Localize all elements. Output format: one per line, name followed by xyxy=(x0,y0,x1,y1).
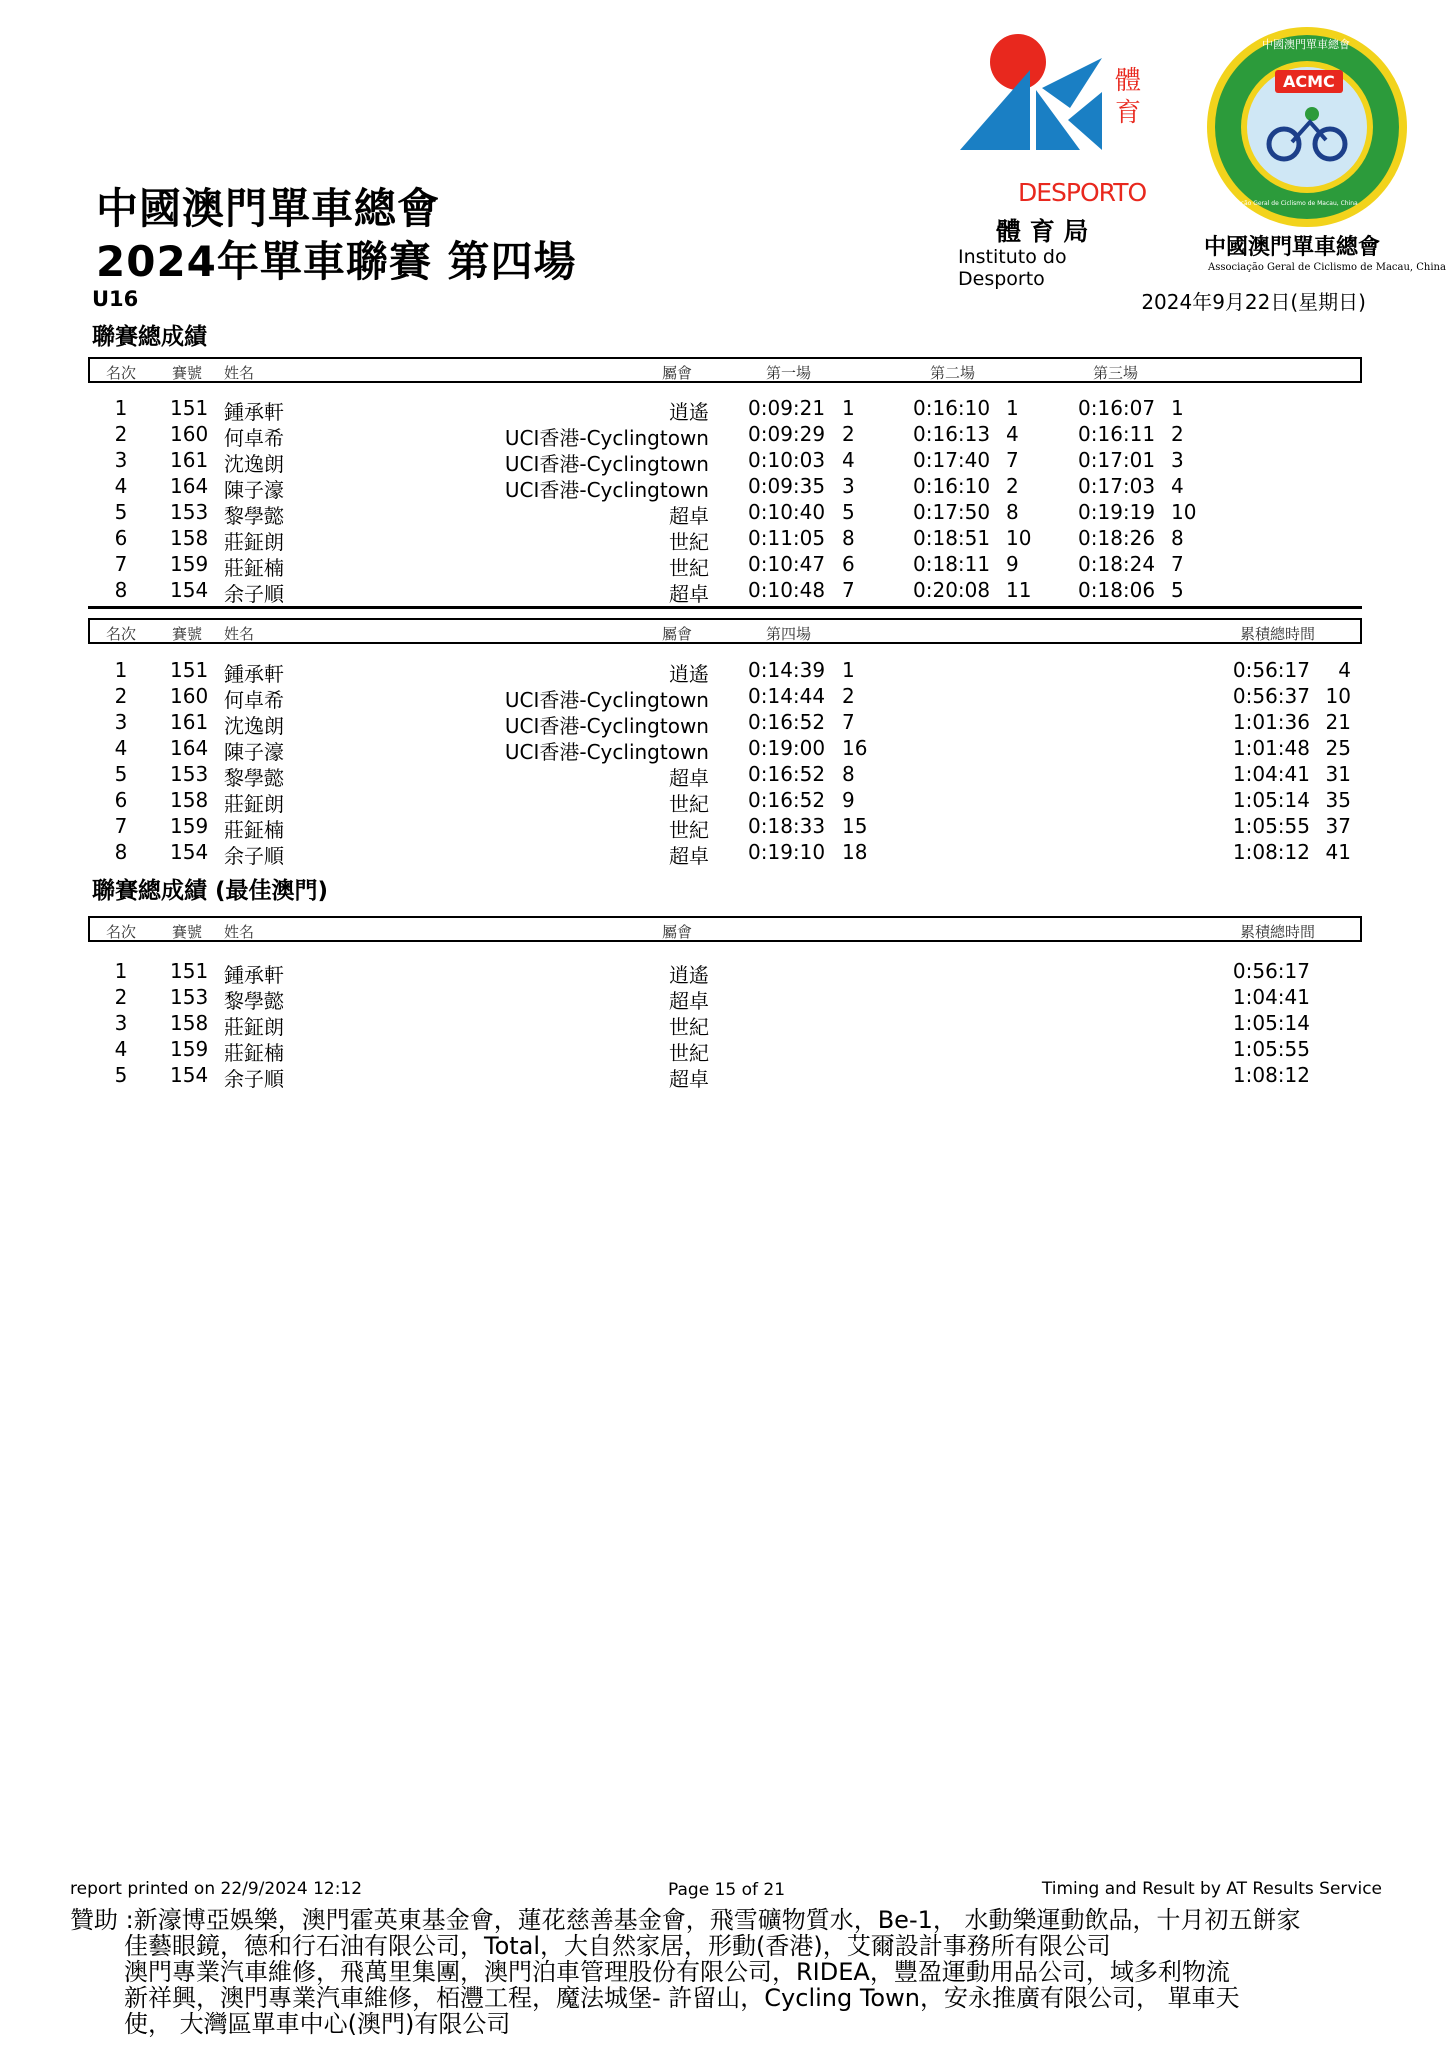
round3-time: 0:16:11 xyxy=(1078,422,1156,446)
desporto-side-2: 育 xyxy=(1115,98,1142,128)
table-row xyxy=(0,448,1448,474)
col-round4: 第四場 xyxy=(766,625,812,643)
table-row xyxy=(0,422,1448,448)
round2-time: 0:18:11 xyxy=(913,552,991,576)
round3-time: 0:17:01 xyxy=(1078,448,1156,472)
page-number: Page 15 of 21 xyxy=(668,1880,786,1900)
name-cell: 何卓希 xyxy=(224,426,284,450)
round2-time: 0:17:50 xyxy=(913,500,991,524)
total-time: 1:04:41 xyxy=(1232,762,1310,786)
table1-header xyxy=(88,357,1362,383)
name-cell: 黎學懿 xyxy=(224,504,284,528)
rank-cell: 1 xyxy=(114,396,128,420)
round1-time: 0:09:29 xyxy=(748,422,826,446)
round2-time: 0:18:51 xyxy=(913,526,991,550)
bib-cell: 153 xyxy=(170,762,209,786)
bib-cell: 154 xyxy=(170,1063,209,1087)
rank-cell: 3 xyxy=(114,710,128,734)
round4-time: 0:19:10 xyxy=(748,840,826,864)
bib-cell: 159 xyxy=(170,814,209,838)
total-points: 41 xyxy=(1325,840,1351,864)
bib-cell: 154 xyxy=(170,840,209,864)
round1-place: 1 xyxy=(842,396,855,420)
round2-place: 10 xyxy=(1006,526,1032,550)
table3-header xyxy=(88,916,1362,942)
name-cell: 余子順 xyxy=(224,844,284,868)
name-cell: 鍾承軒 xyxy=(224,662,284,686)
acmc-badge: ACMC xyxy=(1275,70,1343,93)
club-cell: 超卓 xyxy=(669,989,709,1013)
round4-time: 0:16:52 xyxy=(748,788,826,812)
bib-cell: 151 xyxy=(170,658,209,682)
total-points: 35 xyxy=(1325,788,1351,812)
round1-time: 0:09:35 xyxy=(748,474,826,498)
club-cell: 超卓 xyxy=(669,1067,709,1091)
round4-place: 8 xyxy=(842,762,855,786)
round1-time: 0:10:03 xyxy=(748,448,826,472)
round2-time: 0:16:13 xyxy=(913,422,991,446)
name-cell: 莊鉦楠 xyxy=(224,1041,284,1065)
round1-place: 3 xyxy=(842,474,855,498)
bib-cell: 158 xyxy=(170,1011,209,1035)
round1-place: 7 xyxy=(842,578,855,602)
club-cell: 逍遙 xyxy=(669,963,709,987)
total-time: 1:05:14 xyxy=(1232,788,1310,812)
name-cell: 鍾承軒 xyxy=(224,963,284,987)
table-row xyxy=(0,1011,1448,1037)
round2-place: 4 xyxy=(1006,422,1019,446)
round3-time: 0:19:19 xyxy=(1078,500,1156,524)
col-total: 累積總時間 xyxy=(1240,625,1316,643)
total-points: 31 xyxy=(1325,762,1351,786)
round2-place: 7 xyxy=(1006,448,1019,472)
round4-place: 16 xyxy=(842,736,868,760)
round3-place: 8 xyxy=(1171,526,1184,550)
table-row xyxy=(0,1063,1448,1089)
total-time: 1:08:12 xyxy=(1232,1063,1310,1087)
round4-place: 15 xyxy=(842,814,868,838)
total-time: 1:05:14 xyxy=(1232,1011,1310,1035)
section-title-best-macau: 聯賽總成績 (最佳澳門) xyxy=(92,878,329,904)
col-club: 屬會 xyxy=(662,625,693,643)
bib-cell: 161 xyxy=(170,448,209,472)
desporto-pt: Instituto do Desporto xyxy=(958,246,1067,290)
table-row xyxy=(0,684,1448,710)
col-round1: 第一場 xyxy=(766,364,812,382)
name-cell: 陳子濠 xyxy=(224,478,284,502)
total-time: 0:56:37 xyxy=(1232,684,1310,708)
desporto-cn: 體 育 局 xyxy=(996,217,1089,246)
category-label: U16 xyxy=(92,287,139,311)
event-title: 2024年單車聯賽 第四場 xyxy=(96,237,577,286)
sponsor-line: 使， 大灣區單車中心(澳門)有限公司 xyxy=(124,2010,511,2038)
club-cell: 世紀 xyxy=(669,1015,709,1039)
club-cell: 世紀 xyxy=(669,792,709,816)
round2-time: 0:16:10 xyxy=(913,396,991,420)
bib-cell: 158 xyxy=(170,526,209,550)
table-row xyxy=(0,396,1448,422)
name-cell: 莊鉦朗 xyxy=(224,792,284,816)
round1-place: 8 xyxy=(842,526,855,550)
round3-time: 0:18:24 xyxy=(1078,552,1156,576)
rank-cell: 1 xyxy=(114,959,128,983)
round3-time: 0:18:06 xyxy=(1078,578,1156,602)
event-date: 2024年9月22日(星期日) xyxy=(1141,290,1366,314)
bib-cell: 151 xyxy=(170,959,209,983)
name-cell: 莊鉦楠 xyxy=(224,818,284,842)
section-title-overall: 聯賽總成績 xyxy=(92,324,207,350)
club-cell: UCI香港-Cyclingtown xyxy=(504,452,709,476)
total-time: 1:05:55 xyxy=(1232,814,1310,838)
rank-cell: 6 xyxy=(114,788,128,812)
table-row xyxy=(0,959,1448,985)
club-cell: UCI香港-Cyclingtown xyxy=(504,426,709,450)
name-cell: 莊鉦楠 xyxy=(224,556,284,580)
table2-header xyxy=(88,618,1362,644)
round3-place: 4 xyxy=(1171,474,1184,498)
round2-time: 0:16:10 xyxy=(913,474,991,498)
bib-cell: 159 xyxy=(170,552,209,576)
round2-time: 0:20:08 xyxy=(913,578,991,602)
acmc-cn: 中國澳門單車總會 xyxy=(1204,234,1381,260)
name-cell: 沈逸朗 xyxy=(224,452,284,476)
sponsor-list xyxy=(70,1907,1370,2037)
bib-cell: 158 xyxy=(170,788,209,812)
round2-place: 2 xyxy=(1006,474,1019,498)
rank-cell: 6 xyxy=(114,526,128,550)
sponsor-line: 佳藝眼鏡，德和行石油有限公司，Total，大自然家居，形動(香港)，艾爾設計事務所有限公司 xyxy=(124,1932,1111,1960)
round1-time: 0:10:40 xyxy=(748,500,826,524)
total-time: 1:01:48 xyxy=(1232,736,1310,760)
club-cell: 世紀 xyxy=(669,1041,709,1065)
desporto-brand: DESPORTO xyxy=(1018,178,1147,207)
desporto-side-1: 體 xyxy=(1115,66,1142,96)
table-row xyxy=(0,814,1448,840)
round4-place: 2 xyxy=(842,684,855,708)
total-points: 10 xyxy=(1325,684,1351,708)
total-time: 1:08:12 xyxy=(1232,840,1310,864)
round1-time: 0:10:47 xyxy=(748,552,826,576)
rank-cell: 2 xyxy=(114,684,128,708)
name-cell: 余子順 xyxy=(224,1067,284,1091)
acmc-logo xyxy=(1190,22,1446,282)
round1-place: 4 xyxy=(842,448,855,472)
club-cell: 世紀 xyxy=(669,818,709,842)
table-row xyxy=(0,788,1448,814)
club-cell: 逍遙 xyxy=(669,400,709,424)
name-cell: 莊鉦朗 xyxy=(224,530,284,554)
total-points: 25 xyxy=(1325,736,1351,760)
total-points: 37 xyxy=(1325,814,1351,838)
rank-cell: 8 xyxy=(114,840,128,864)
col-rank: 名次 xyxy=(106,625,137,643)
round1-place: 6 xyxy=(842,552,855,576)
club-cell: UCI香港-Cyclingtown xyxy=(504,740,709,764)
round3-place: 7 xyxy=(1171,552,1184,576)
table-row xyxy=(0,578,1448,604)
table-row xyxy=(0,474,1448,500)
sponsor-line: 澳門專業汽車維修，飛萬里集團，澳門泊車管理股份有限公司，RIDEA，豐盈運動用品公司，域多利物流 xyxy=(124,1958,1230,1986)
col-round3: 第三場 xyxy=(1093,364,1139,382)
rank-cell: 7 xyxy=(114,552,128,576)
round3-place: 2 xyxy=(1171,422,1184,446)
club-cell: 超卓 xyxy=(669,582,709,606)
total-time: 0:56:17 xyxy=(1232,658,1310,682)
rank-cell: 5 xyxy=(114,762,128,786)
club-cell: 超卓 xyxy=(669,504,709,528)
table-row xyxy=(0,710,1448,736)
acmc-ring-bottom: Associação Geral de Ciclismo de Macau, China xyxy=(1218,200,1358,207)
col-bib: 賽號 xyxy=(172,923,203,941)
total-time: 0:56:17 xyxy=(1232,959,1310,983)
name-cell: 陳子濠 xyxy=(224,740,284,764)
round3-place: 10 xyxy=(1171,500,1197,524)
round1-place: 5 xyxy=(842,500,855,524)
round3-place: 3 xyxy=(1171,448,1184,472)
round4-time: 0:19:00 xyxy=(748,736,826,760)
rank-cell: 4 xyxy=(114,736,128,760)
rank-cell: 7 xyxy=(114,814,128,838)
round4-time: 0:14:39 xyxy=(748,658,826,682)
timing-credit: Timing and Result by AT Results Service xyxy=(1041,1879,1382,1899)
round3-time: 0:17:03 xyxy=(1078,474,1156,498)
total-time: 1:04:41 xyxy=(1232,985,1310,1009)
bib-cell: 164 xyxy=(170,474,209,498)
round3-place: 1 xyxy=(1171,396,1184,420)
club-cell: 逍遙 xyxy=(669,662,709,686)
bib-cell: 154 xyxy=(170,578,209,602)
name-cell: 黎學懿 xyxy=(224,989,284,1013)
page-title: 中國澳門單車總會 xyxy=(96,184,441,233)
desporto-logo xyxy=(950,30,1150,290)
round3-time: 0:18:26 xyxy=(1078,526,1156,550)
table-row xyxy=(0,840,1448,866)
rank-cell: 4 xyxy=(114,474,128,498)
name-cell: 余子順 xyxy=(224,582,284,606)
sponsor-line: 新祥興，澳門專業汽車維修，栢灃工程，魔法城堡- 許留山，Cycling Town，安永推廣有限公司， 單車天 xyxy=(124,1984,1240,2012)
col-bib: 賽號 xyxy=(172,625,203,643)
club-cell: UCI香港-Cyclingtown xyxy=(504,688,709,712)
acmc-ring-top: 中國澳門單車總會 xyxy=(1262,38,1350,51)
col-bib: 賽號 xyxy=(172,364,203,382)
round4-time: 0:16:52 xyxy=(748,710,826,734)
rank-cell: 2 xyxy=(114,985,128,1009)
round4-place: 18 xyxy=(842,840,868,864)
name-cell: 沈逸朗 xyxy=(224,714,284,738)
round4-place: 1 xyxy=(842,658,855,682)
table-row xyxy=(0,526,1448,552)
table-row xyxy=(0,736,1448,762)
bib-cell: 164 xyxy=(170,736,209,760)
col-club: 屬會 xyxy=(662,364,693,382)
bib-cell: 153 xyxy=(170,500,209,524)
round4-place: 9 xyxy=(842,788,855,812)
round1-time: 0:10:48 xyxy=(748,578,826,602)
name-cell: 莊鉦朗 xyxy=(224,1015,284,1039)
round2-place: 9 xyxy=(1006,552,1019,576)
total-points: 21 xyxy=(1325,710,1351,734)
bib-cell: 160 xyxy=(170,422,209,446)
report-printed: report printed on 22/9/2024 12:12 xyxy=(70,1879,363,1899)
rank-cell: 2 xyxy=(114,422,128,446)
rank-cell: 5 xyxy=(114,1063,128,1087)
col-rank: 名次 xyxy=(106,923,137,941)
round1-time: 0:09:21 xyxy=(748,396,826,420)
table-row xyxy=(0,658,1448,684)
bib-cell: 151 xyxy=(170,396,209,420)
sponsor-line: 贊助 :新濠博亞娛樂，澳門霍英東基金會，蓮花慈善基金會，飛雪礦物質水，Be-1， 水動樂運動飲品，十月初五餅家 xyxy=(70,1906,1301,1934)
total-time: 1:01:36 xyxy=(1232,710,1310,734)
round3-place: 5 xyxy=(1171,578,1184,602)
club-cell: 超卓 xyxy=(669,844,709,868)
club-cell: 世紀 xyxy=(669,556,709,580)
round2-place: 8 xyxy=(1006,500,1019,524)
club-cell: 世紀 xyxy=(669,530,709,554)
col-name: 姓名 xyxy=(224,364,255,382)
col-round2: 第二場 xyxy=(930,364,976,382)
round4-time: 0:14:44 xyxy=(748,684,826,708)
rank-cell: 8 xyxy=(114,578,128,602)
table-row xyxy=(0,552,1448,578)
club-cell: UCI香港-Cyclingtown xyxy=(504,714,709,738)
table-row xyxy=(0,985,1448,1011)
rank-cell: 5 xyxy=(114,500,128,524)
bib-cell: 159 xyxy=(170,1037,209,1061)
club-cell: UCI香港-Cyclingtown xyxy=(504,478,709,502)
table-row xyxy=(0,762,1448,788)
table-row xyxy=(0,500,1448,526)
col-name: 姓名 xyxy=(224,923,255,941)
bib-cell: 153 xyxy=(170,985,209,1009)
table-row xyxy=(0,1037,1448,1063)
round2-time: 0:17:40 xyxy=(913,448,991,472)
round4-time: 0:18:33 xyxy=(748,814,826,838)
col-club: 屬會 xyxy=(662,923,693,941)
name-cell: 黎學懿 xyxy=(224,766,284,790)
round1-place: 2 xyxy=(842,422,855,446)
rank-cell: 4 xyxy=(114,1037,128,1061)
col-name: 姓名 xyxy=(224,625,255,643)
round4-time: 0:16:52 xyxy=(748,762,826,786)
rank-cell: 1 xyxy=(114,658,128,682)
round2-place: 11 xyxy=(1006,578,1032,602)
col-total: 累積總時間 xyxy=(1240,923,1316,941)
round3-time: 0:16:07 xyxy=(1078,396,1156,420)
rank-cell: 3 xyxy=(114,448,128,472)
name-cell: 何卓希 xyxy=(224,688,284,712)
table-divider xyxy=(88,606,1362,609)
round4-place: 7 xyxy=(842,710,855,734)
rank-cell: 3 xyxy=(114,1011,128,1035)
bib-cell: 161 xyxy=(170,710,209,734)
acmc-pt: Associação Geral de Ciclismo de Macau, China xyxy=(1208,262,1446,273)
col-rank: 名次 xyxy=(106,364,137,382)
total-points: 4 xyxy=(1338,658,1351,682)
bib-cell: 160 xyxy=(170,684,209,708)
club-cell: 超卓 xyxy=(669,766,709,790)
round2-place: 1 xyxy=(1006,396,1019,420)
name-cell: 鍾承軒 xyxy=(224,400,284,424)
total-time: 1:05:55 xyxy=(1232,1037,1310,1061)
round1-time: 0:11:05 xyxy=(748,526,826,550)
